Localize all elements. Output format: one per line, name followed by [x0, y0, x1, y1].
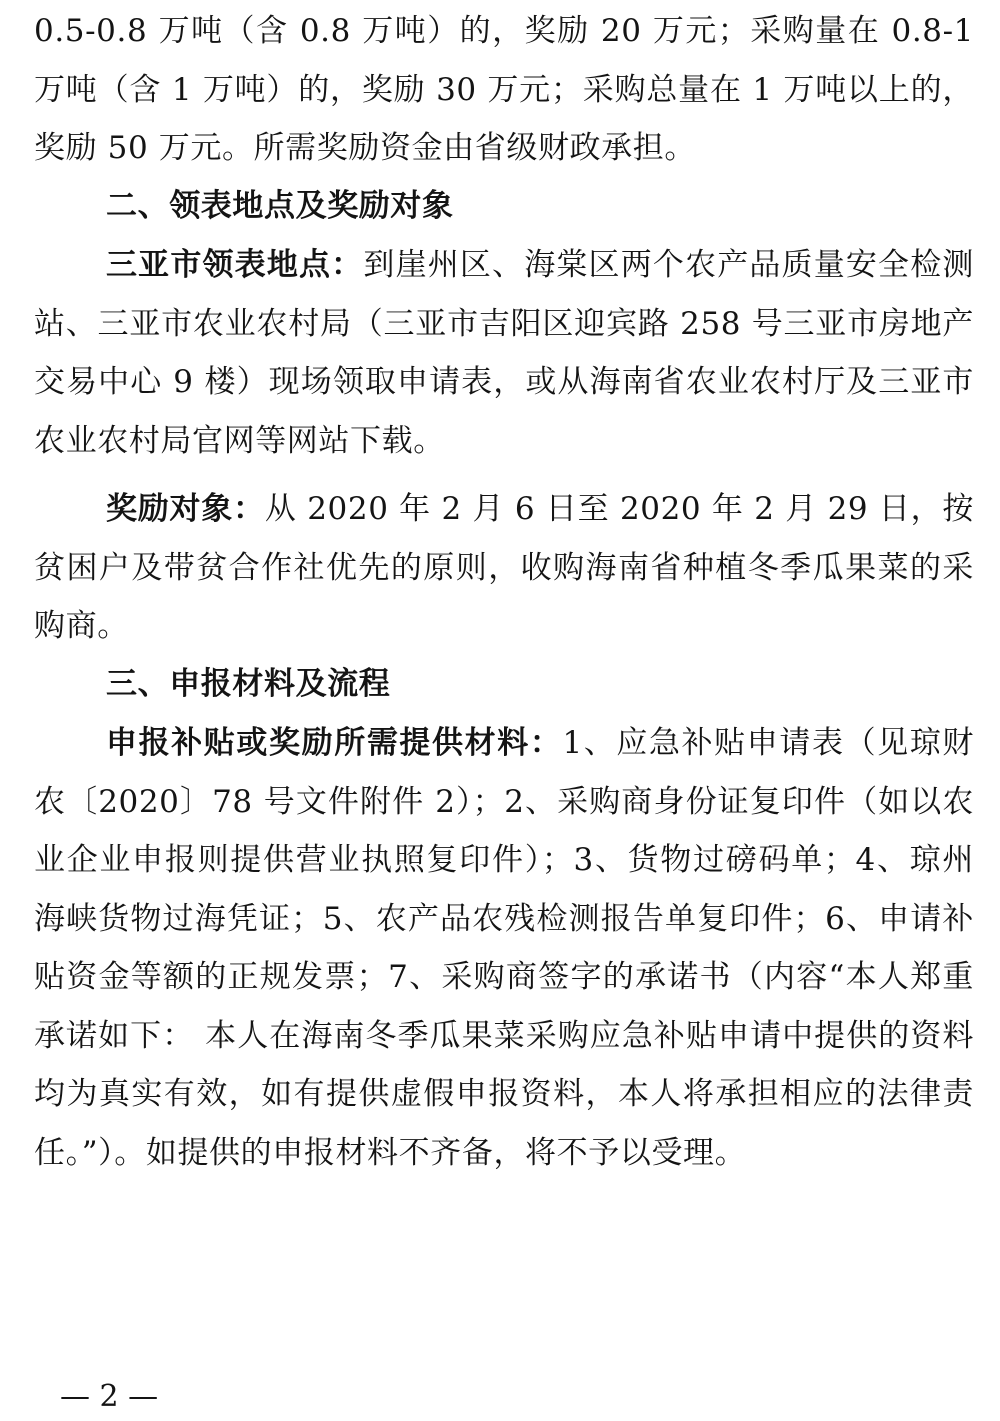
page-number: — 2 — [60, 1379, 159, 1414]
paragraph-materials [34, 714, 974, 1182]
paragraph-reward-tiers: 0.5-0.8 万吨（含 0.8 万吨）的，奖励 20 万元；采购量在 0.8-1 万吨（含 1 万吨）的，奖励 30 万元；采购总量在 1 万吨以上的，奖励 50 万元。所需奖励资金由省级财政承担。 [34, 13, 974, 166]
materials-text: 1、应急补贴申请表（见琼财农〔2020〕78 号文件附件 2）；2、采购商身份证复印件（如以农业企业申报则提供营业执照复印件）；3、货物过磅码单；4、琼州海峡货物过海凭证；5、农产品农残检测报告单复印件；6、申请补贴资金等额的正规发票；7、采购商签字的承诺书（内容“本人郑重承诺如下： 本人在海南冬季瓜果菜采购应急补贴申请中提供的资料均为真实有效，如有提供虚假申报资料，本人将承担相应的法律责任。”）。如提供的申报材料不齐备，将不予以受理。 [34, 725, 974, 1171]
reward-target-text: 从 2020 年 2 月 6 日至 2020 年 2 月 29 日，按贫困户及带贫合作社优先的原则，收购海南省种植冬季瓜果菜的采购商。 [34, 491, 974, 644]
section-heading-2: 二、领表地点及奖励对象 [106, 188, 454, 224]
paragraph-sanya-location [34, 236, 974, 470]
reward-target-lead: 奖励对象： [106, 491, 265, 527]
section-heading-3: 三、申报材料及流程 [106, 666, 391, 702]
paragraph-reward-target [34, 480, 974, 656]
sanya-location-text: 到崖州区、海棠区两个农产品质量安全检测站、三亚市农业农村局（三亚市吉阳区迎宾路 258 号三亚市房地产交易中心 9 楼）现场领取申请表，或从海南省农业农村厅及三亚市农业农村局官网等网站下载。 [34, 247, 974, 459]
sanya-location-lead: 三亚市领表地点： [106, 247, 364, 283]
materials-lead: 申报补贴或奖励所需提供材料： [106, 725, 563, 761]
